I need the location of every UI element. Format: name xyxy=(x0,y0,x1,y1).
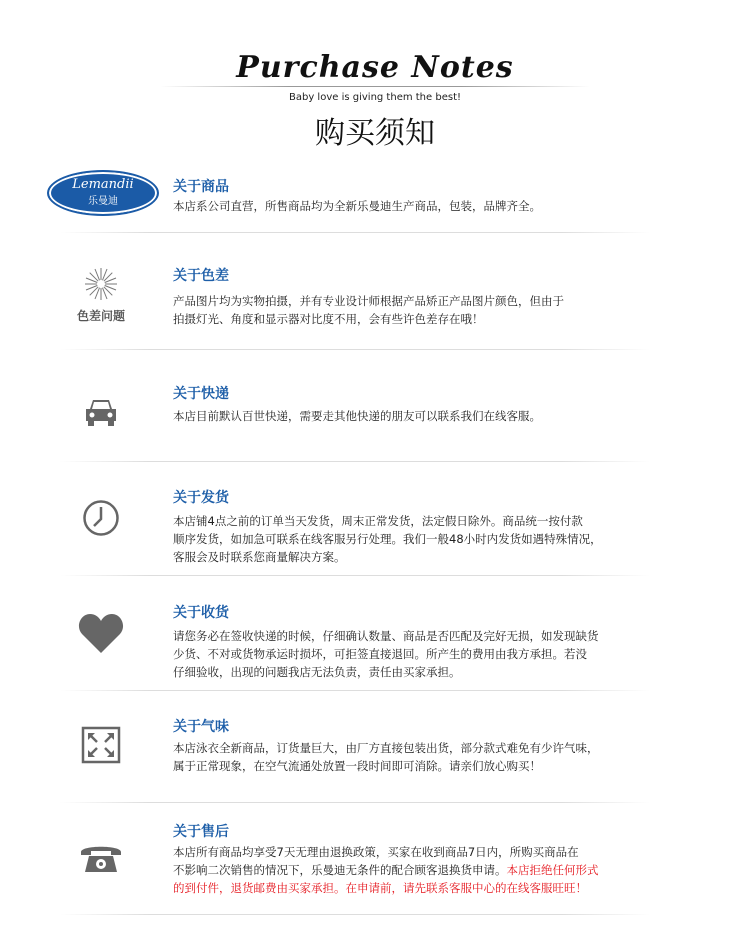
telephone-icon xyxy=(70,840,132,876)
tagline: Baby love is giving them the best! xyxy=(289,92,461,103)
section-text: 本店泳衣全新商品，订货量巨大，由厂方直接包装出货，部分款式难免有少许气味， 属于正常现象，在空气流通处放置一段时间即可消除。请亲们放心购买！ xyxy=(173,741,599,773)
section-title: 关于售后 xyxy=(173,824,229,840)
divider xyxy=(60,802,650,803)
title-divider xyxy=(160,86,590,87)
section-title: 关于商品 xyxy=(173,179,229,195)
warning-text: 本店拒绝任何形式 xyxy=(506,863,599,877)
heart-icon xyxy=(70,612,132,654)
section-text: 请您务必在签收快递的时候，仔细确认数量、商品是否匹配及完好无损，如发现缺货 少货、不对或货物承运时损坏，可拒签直接退回。所产生的费用由我方承担。若没 仔细验收，出现的问题我店无法负责，责任由买家承担。 xyxy=(173,629,599,679)
color-diff-label: 色差问题 xyxy=(76,309,125,323)
divider xyxy=(60,575,650,576)
section-text: 本店目前默认百世快递，需要走其他快递的朋友可以联系我们在线客服。 xyxy=(173,409,541,423)
section-text: 本店系公司直营，所售商品均为全新乐曼迪生产商品，包装，品牌齐全。 xyxy=(173,199,541,213)
section-title: 关于收货 xyxy=(173,605,229,621)
divider xyxy=(60,690,650,691)
color-wheel-icon xyxy=(70,266,132,302)
warning-text: 的到付件，退货邮费由买家承担。在申请前，请先联系客服中心的在线客服旺旺！ xyxy=(173,881,587,895)
script-title: Purchase Notes xyxy=(236,50,514,85)
car-icon xyxy=(70,394,132,430)
clock-icon xyxy=(70,498,132,538)
expand-icon xyxy=(70,725,132,765)
section-title: 关于气味 xyxy=(173,719,229,735)
section-title: 关于发货 xyxy=(173,490,229,506)
divider xyxy=(60,349,650,350)
section-text: 产品图片均为实物拍摄，并有专业设计师根据产品矫正产品图片颜色，但由于 拍摄灯光、角度和显示器对比度不用，会有些许色差存在哦！ xyxy=(173,294,564,326)
section-text: 本店铺4点之前的订单当天发货，周末正常发货，法定假日除外。商品统一按付款 顺序发货，如加急可联系在线客服另行处理。我们一般48小时内发货如遇特殊情况， 客服会及时联系您商量解决方案。 xyxy=(173,514,602,564)
brand-logo: Lemandii 乐曼迪 xyxy=(47,170,159,216)
divider xyxy=(60,461,650,462)
divider xyxy=(60,232,650,233)
page-title: 购买须知 xyxy=(315,116,435,151)
section-title: 关于快递 xyxy=(173,386,229,402)
section-title: 关于色差 xyxy=(173,268,229,284)
section-text: 本店所有商品均享受7天无理由退换政策，买家在收到商品7日内，所购买商品在 不影响二次销售的情况下，乐曼迪无条件的配合顾客退换货申请。本店拒绝任何形式 的到付件，退货邮费由买家承担。在申请前，请先联系客服中心的在线客服旺旺！ xyxy=(173,843,663,897)
divider xyxy=(60,914,650,915)
